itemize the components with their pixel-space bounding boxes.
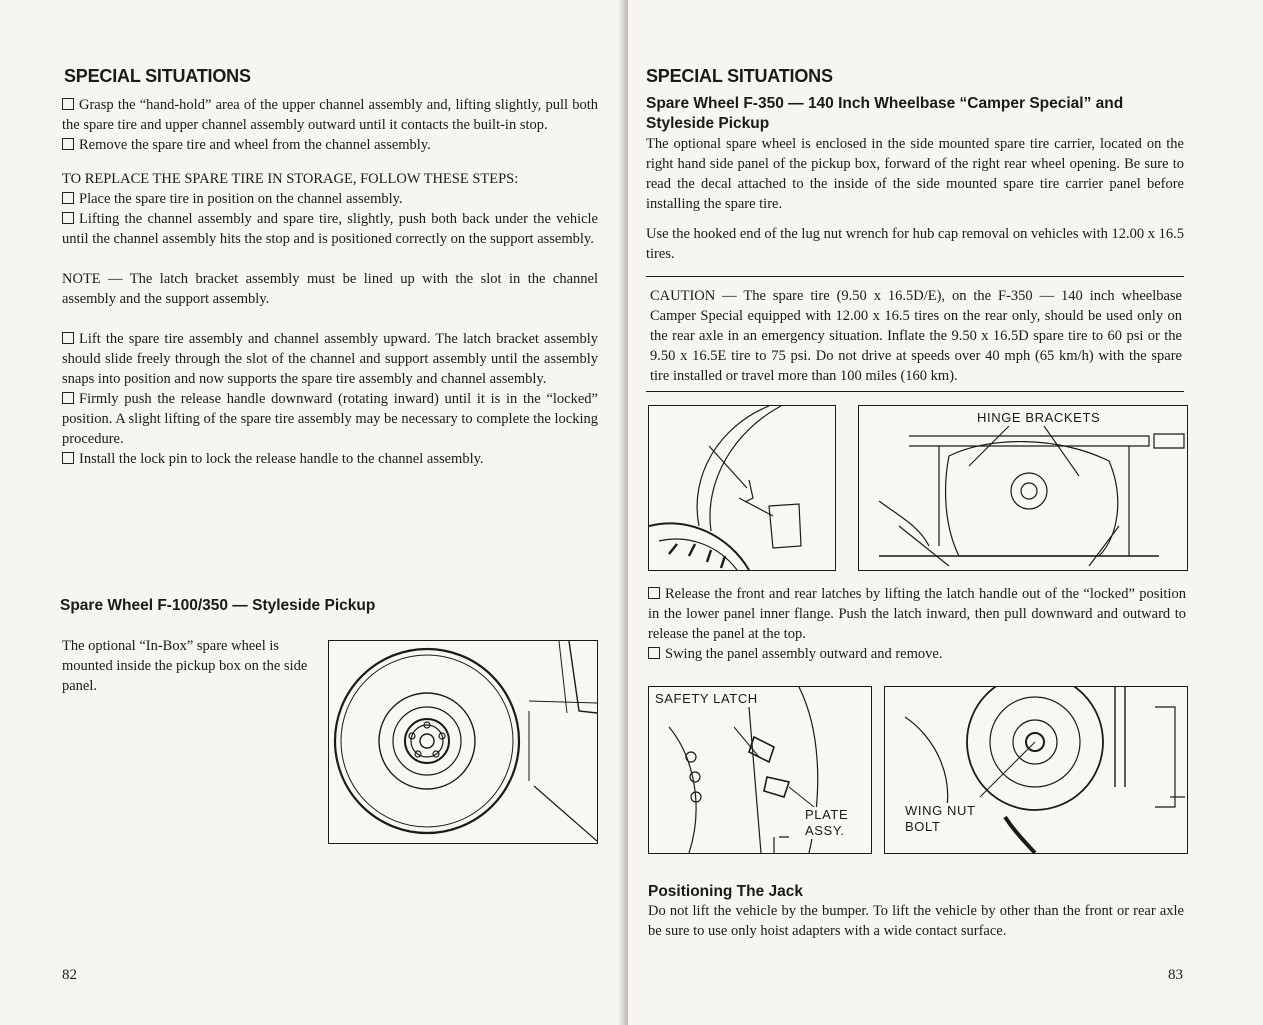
caution-bottom-rule	[646, 391, 1184, 392]
note-text: NOTE — The latch bracket assembly must be lined up with the slot in the channel assembly and the support assembly.	[62, 271, 598, 307]
page-number: 82	[62, 967, 77, 983]
checkbox-icon	[648, 647, 660, 659]
right-page	[628, 0, 1263, 1025]
checkbox-icon	[62, 452, 74, 464]
page-heading: SPECIAL SITUATIONS	[646, 66, 833, 86]
safety-latch-illustration	[648, 686, 872, 854]
safety-latch-label: SAFETY LATCH	[655, 691, 758, 706]
checkbox-icon	[62, 98, 74, 110]
instruction-item: Release the front and rear latches by lifting the latch handle out of the “locked” position in the lower panel inner flange. Push the latch inward, then pull downward and outward to release the panel at the top.	[648, 586, 1186, 642]
instruction-item: Remove the spare tire and wheel from the channel assembly.	[62, 135, 598, 155]
section-subheading: Spare Wheel F-350 — 140 Inch Wheelbase “Camper Special” and Styleside Pickup	[646, 95, 1124, 132]
wheel-opening-drawing	[649, 406, 835, 570]
instruction-item: Lift the spare tire assembly and channel assembly upward. The latch bracket assembly should slide freely through the slot of the channel and support assembly until the assembly snaps into position and now supports the spare tire assembly and channel assembly.	[62, 331, 598, 387]
checkbox-icon	[62, 332, 74, 344]
left-page	[0, 0, 628, 1025]
caution-top-rule	[646, 276, 1184, 277]
instruction-item: Firmly push the release handle downward (rotating inward) until it is in the “locked” position. A slight lifting of the spare tire assembly may be necessary to complete the locking procedure.	[62, 391, 598, 447]
checkbox-icon	[648, 587, 660, 599]
page-heading: SPECIAL SITUATIONS	[64, 66, 251, 86]
checkbox-icon	[62, 138, 74, 150]
page-number: 83	[1168, 967, 1183, 983]
camper-special-description: The optional spare wheel is enclosed in the side mounted spare tire carrier, located on the right hand side panel of the pickup box, forward of the right rear wheel opening. Be sure to read the decal attached to the inside of the side mounted spare tire carrier panel before installing the spare tire. Use the hooked end of the lug nut wrench for hub cap removal on vehicles with 12.00 x 16.5 tires.	[646, 136, 1184, 262]
instruction-item: Swing the panel assembly outward and remove.	[648, 644, 1186, 664]
wing-nut-bolt-illustration	[884, 686, 1188, 854]
jack-instructions: Do not lift the vehicle by the bumper. To lift the vehicle by other than the front or rear axle be sure to use only hoist adapters with a wide contact surface.	[648, 903, 1184, 939]
section-subheading: Positioning The Jack	[648, 883, 804, 900]
panel-removal-steps	[648, 584, 1186, 664]
instruction-item: Grasp the “hand-hold” area of the upper channel assembly and, lifting slightly, pull both the spare tire and upper channel assembly outward until it contacts the built-in stop.	[62, 97, 598, 133]
tire-drawing	[329, 641, 597, 843]
instructions-block	[62, 95, 598, 469]
wheel-well-illustration	[648, 405, 836, 571]
instruction-item: Install the lock pin to lock the release handle to the channel assembly.	[62, 449, 598, 469]
plate-assy-label: PLATE ASSY.	[805, 807, 849, 838]
instruction-item: Lifting the channel assembly and spare tire, slightly, push both back under the vehicle until the channel assembly hits the stop and is positioned correctly on the support assembly.	[62, 211, 598, 247]
wing-nut-bolt-label: WING NUT BOLT	[905, 803, 976, 834]
checkbox-icon	[62, 192, 74, 204]
spare-carrier-drawing	[859, 406, 1187, 570]
inbox-description: The optional “In-Box” spare wheel is mounted inside the pickup box on the side panel.	[62, 638, 308, 694]
checkbox-icon	[62, 212, 74, 224]
caution-box: CAUTION — The spare tire (9.50 x 16.5D/E), on the F-350 — 140 inch wheelbase Camper Special equipped with 12.00 x 16.5 tires on the rear only, should be used only on the rear axle in an emergency situation. Inflate the 9.50 x 16.5D spare tire to 60 psi or the 9.50 x 16.5E tire to 75 psi. Do not drive at speeds over 40 mph (65 km/h) with the spare tire installed or travel more than 100 miles (160 km).	[650, 288, 1182, 384]
checkbox-icon	[62, 392, 74, 404]
instruction-item: Place the spare tire in position on the channel assembly.	[62, 189, 598, 209]
replace-heading: TO REPLACE THE SPARE TIRE IN STORAGE, FOLLOW THESE STEPS:	[62, 171, 519, 187]
hinge-brackets-illustration	[858, 405, 1188, 571]
hinge-brackets-label: HINGE BRACKETS	[977, 410, 1101, 425]
inbox-spare-wheel-illustration	[328, 640, 598, 844]
section-subheading: Spare Wheel F-100/350 — Styleside Pickup	[60, 597, 376, 614]
